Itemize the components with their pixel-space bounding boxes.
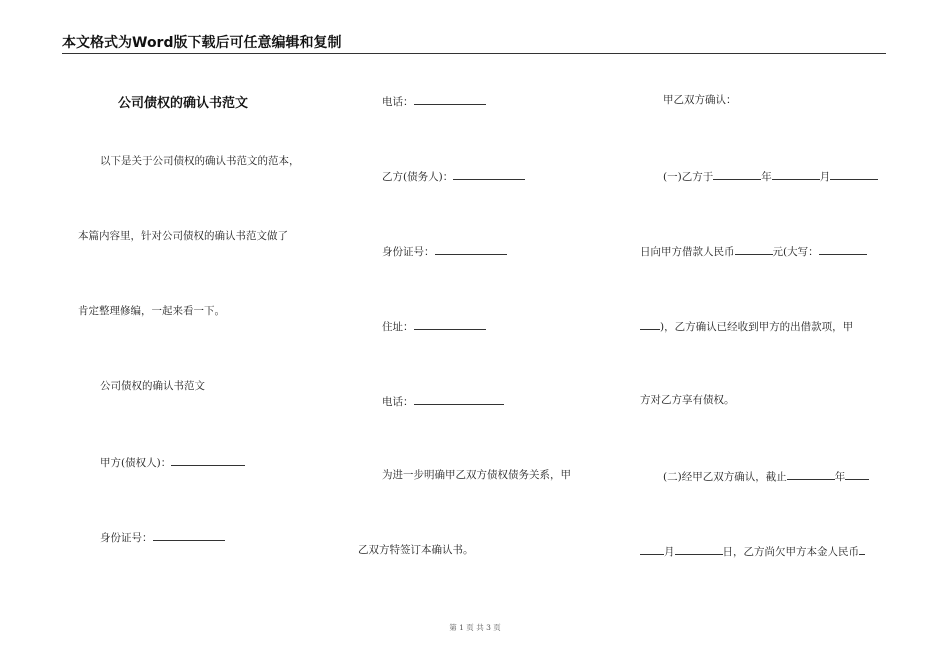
page-number: 第 1 页 共 3 页 [449, 623, 501, 632]
party-a-field [100, 454, 245, 470]
clause-1-prefix: (一)乙方于 [663, 171, 714, 183]
clause-2-prefix: (二)经甲乙双方确认，截止 [663, 471, 787, 483]
cutoff-day-blank [675, 543, 723, 555]
party-a-id-field [100, 529, 225, 545]
party-a-id-label: 身份证号： [100, 532, 153, 544]
cutoff-year-blank [787, 468, 835, 480]
download-banner: 本文格式为Word版下载后可任意编辑和复制 [62, 35, 342, 51]
cutoff-month-label: 月 [664, 546, 675, 558]
party-a-phone-blank [414, 93, 486, 105]
balance-blank [859, 543, 865, 555]
balance-text: 日，乙方尚欠甲方本金人民币 [722, 546, 859, 558]
party-b-id-label: 身份证号： [382, 246, 435, 258]
loan-amount-words-label: 元(大写： [772, 246, 819, 258]
party-a-phone-field [382, 93, 486, 109]
clause-2-line [663, 468, 869, 484]
banner-divider [62, 53, 886, 54]
creditor-right-line: 方对乙方享有债权。 [640, 394, 735, 406]
party-b-id-blank [435, 243, 507, 255]
loan-amount-blank [735, 243, 773, 255]
loan-year-label: 年 [761, 171, 772, 183]
party-b-address-blank [414, 318, 486, 330]
document-title: 公司债权的确认书范文 [118, 96, 249, 111]
loan-month-blank [772, 168, 820, 180]
section-heading: 公司债权的确认书范文 [100, 380, 205, 392]
clause-1-receipt-line [640, 318, 853, 334]
purpose-line-2: 乙双方特签订本确认书。 [358, 544, 474, 556]
party-b-address-field [382, 318, 486, 334]
loan-year-blank [713, 168, 761, 180]
clause-2-balance-line [640, 543, 865, 559]
mutual-confirm-heading: 甲乙双方确认： [663, 94, 737, 106]
clause-1-line [663, 168, 878, 184]
cutoff-month-blank-1 [845, 468, 869, 480]
receipt-text: )，乙方确认已经收到甲方的出借款项，甲 [660, 321, 854, 333]
amount-words-continued-blank [640, 318, 660, 330]
party-a-phone-label: 电话： [382, 96, 414, 108]
cutoff-year-label: 年 [834, 471, 846, 483]
party-a-label: 甲方(债权人)： [100, 457, 172, 469]
intro-line-2: 本篇内容里，针对公司债权的确认书范文做了 [78, 230, 288, 242]
party-b-blank [453, 168, 525, 180]
party-b-id-field [382, 243, 507, 259]
party-b-field [382, 168, 525, 184]
loan-amount-prefix: 日向甲方借款人民币 [640, 246, 735, 258]
party-a-id-blank [153, 529, 225, 541]
party-b-label: 乙方(债务人)： [382, 171, 454, 183]
party-b-phone-blank [414, 393, 504, 405]
intro-line-1: 以下是关于公司债权的确认书范文的范本， [100, 155, 300, 167]
loan-month-label: 月 [819, 171, 831, 183]
party-b-phone-field [382, 393, 504, 409]
purpose-line-1: 为进一步明确甲乙双方债权债务关系，甲 [382, 469, 571, 481]
party-b-address-label: 住址： [382, 321, 414, 333]
loan-amount-words-blank [819, 243, 867, 255]
cutoff-month-blank-2 [640, 543, 664, 555]
loan-day-blank [830, 168, 878, 180]
intro-line-3: 肯定整理修编，一起来看一下。 [78, 305, 225, 317]
clause-1-amount-line [640, 243, 867, 259]
party-b-phone-label: 电话： [382, 396, 414, 408]
party-a-blank [171, 454, 245, 466]
